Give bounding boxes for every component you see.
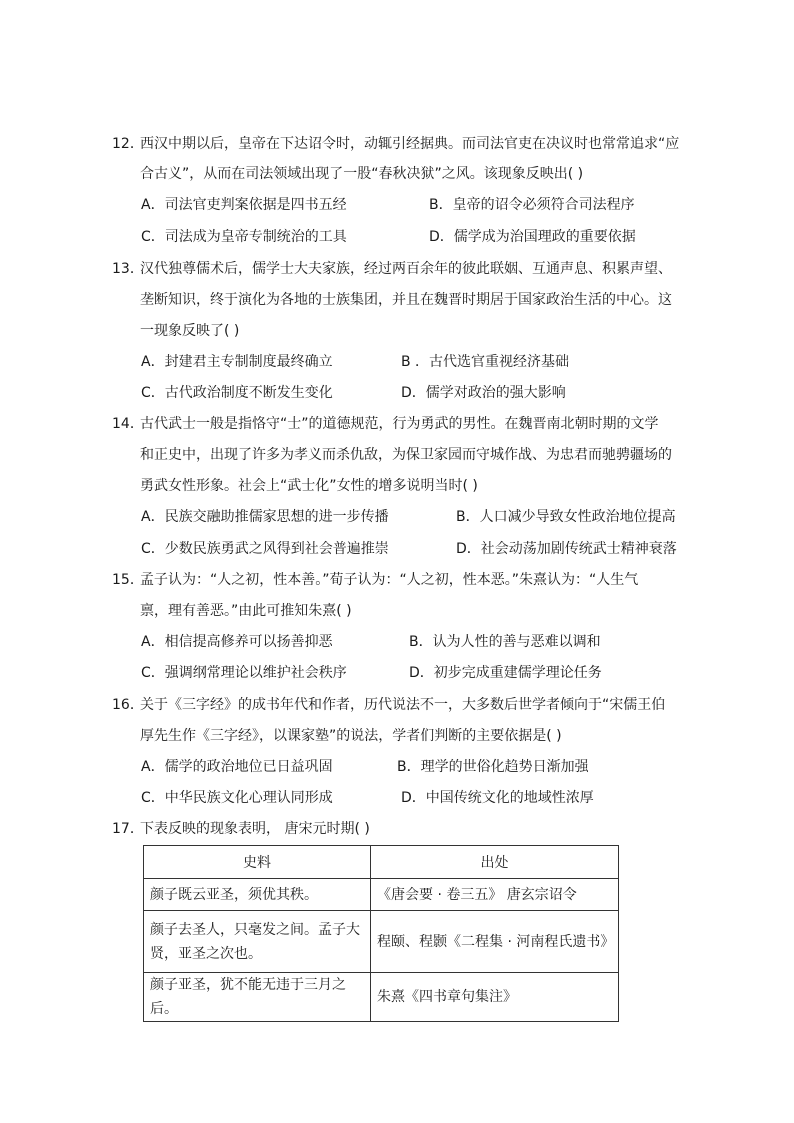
question-number: 15． (112, 572, 144, 588)
option-c[interactable]: C．古代政治制度不断发生变化 (141, 385, 333, 401)
table-row (144, 879, 619, 911)
question-stem-line: 孟子认为：“人之初，性本善。”荀子认为：“人之初，性本恶。”朱熹认为：“人生气 (140, 572, 639, 588)
option-a[interactable]: A．封建君主专制制度最终确立 (141, 354, 333, 370)
table-header-cell: 出处 (371, 846, 619, 879)
source-table (143, 845, 619, 1022)
question-number: 12． (112, 136, 144, 152)
option-c[interactable]: C．强调纲常理论以维护社会秩序 (141, 665, 347, 681)
question-stem-line: 和正史中，出现了许多为孝义而杀仇敌，为保卫家园而守城作战、为忠君而驰骋疆场的 (140, 447, 672, 463)
question-number: 16． (112, 697, 144, 713)
option-c[interactable]: C．少数民族勇武之风得到社会普遍推崇 (141, 541, 389, 557)
question-stem-line: 合古义”，从而在司法领域出现了一股“春秋决狱”之风。该现象反映出( ) (140, 166, 584, 182)
option-b[interactable]: B．皇帝的诏令必须符合司法程序 (429, 197, 635, 213)
option-d[interactable]: D．中国传统文化的地域性浓厚 (401, 790, 594, 806)
option-d[interactable]: D．儒学成为治国理政的重要依据 (429, 229, 636, 245)
question-number: 17． (112, 821, 144, 837)
question-stem-line: 关于《三字经》的成书年代和作者，历代说法不一，大多数后世学者倾向于“宋儒王伯 (140, 697, 666, 713)
question-stem-line: 禀，理有善恶。”由此可推知朱熹( ) (140, 603, 352, 619)
option-d[interactable]: D．儒学对政治的强大影响 (401, 385, 566, 401)
table-cell: 颜子既云亚圣，须优其秩。 (144, 879, 371, 911)
option-a[interactable]: A．相信提高修养可以扬善抑恶 (141, 634, 333, 650)
question-stem-line: 汉代独尊儒术后，儒学士大夫家族，经过两百余年的彼此联姻、互通声息、积累声望、 (140, 261, 672, 277)
option-d[interactable]: D．社会动荡加剧传统武士精神衰落 (456, 541, 677, 557)
table-cell: 程颐、程颢《二程集 · 河南程氏遗书》 (371, 911, 619, 973)
table-header-row (144, 846, 619, 879)
question-stem-line: 古代武士一般是指恪守“士”的道德规范，行为勇武的男性。在魏晋南北朝时期的文学 (140, 416, 659, 432)
question-stem-line: 勇武女性形象。社会上“武士化”女性的增多说明当时( ) (140, 478, 478, 494)
table-row (144, 911, 619, 973)
question-stem-line: 垄断知识，终于演化为各地的士族集团，并且在魏晋时期居于国家政治生活的中心。这 (140, 292, 672, 308)
question-number: 13． (112, 261, 144, 277)
question-number: 14． (112, 416, 144, 432)
option-c[interactable]: C．中华民族文化心理认同形成 (141, 790, 333, 806)
table-cell: 朱熹《四书章句集注》 (371, 973, 619, 1022)
option-b[interactable]: B．理学的世俗化趋势日渐加强 (397, 759, 589, 775)
table-cell: 《唐会要 · 卷三五》 唐玄宗诏令 (371, 879, 619, 911)
option-b[interactable]: B．认为人性的善与恶难以调和 (409, 634, 601, 650)
table-cell: 颜子去圣人，只毫发之间。孟子大贤，亚圣之次也。 (144, 911, 371, 973)
table-cell: 颜子亚圣，犹不能无违于三月之后。 (144, 973, 371, 1022)
question-stem-line: 厚先生作《三字经》，以课家塾”的说法，学者们判断的主要依据是( ) (140, 728, 562, 744)
table-row (144, 973, 619, 1022)
table-header-cell: 史料 (144, 846, 371, 879)
option-b[interactable]: B ．古代选官重视经济基础 (401, 354, 570, 370)
option-d[interactable]: D．初步完成重建儒学理论任务 (409, 665, 602, 681)
option-a[interactable]: A．司法官吏判案依据是四书五经 (141, 197, 347, 213)
question-stem-line: 西汉中期以后，皇帝在下达诏令时，动辄引经据典。而司法官吏在决议时也常常追求“应 (140, 136, 680, 152)
option-c[interactable]: C．司法成为皇帝专制统治的工具 (141, 229, 347, 245)
question-stem-line: 下表反映的现象表明， 唐宋元时期( ) (140, 821, 370, 837)
option-a[interactable]: A．民族交融助推儒家思想的进一步传播 (141, 509, 389, 525)
question-stem-line: 一现象反映了( ) (140, 323, 240, 339)
option-a[interactable]: A．儒学的政治地位已日益巩固 (141, 759, 333, 775)
option-b[interactable]: B．人口减少导致女性政治地位提高 (456, 509, 676, 525)
